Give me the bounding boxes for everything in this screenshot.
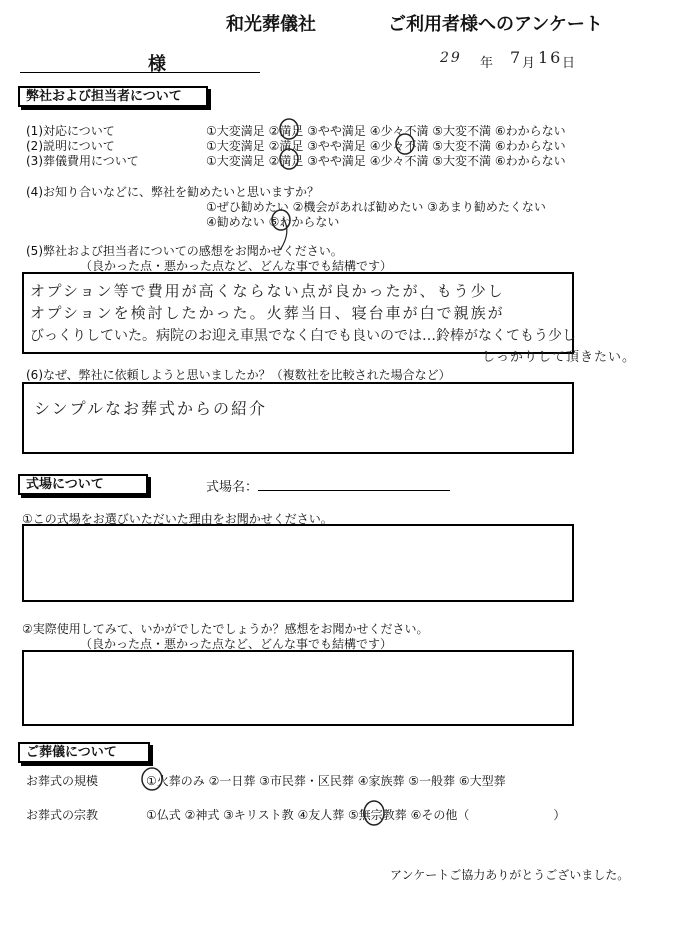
q5-answer-line-4: しっかりして頂きたい。 [482,350,637,365]
religion-selection-circle [364,801,384,825]
q4-selection-circle [272,210,290,230]
date-month-unit: 月 [522,56,536,71]
company-name: 和光葬儀社 [226,14,316,35]
q3-label: (3)葬儀費用について [26,154,139,168]
q5-answer-line-3: びっくりしていた。病院のお迎え車黒でなく白でも良いのでは…鈴棒がなくてもう少し [30,328,576,344]
venue-q1: ①この式場をお選びいただいた理由をお聞かせください。 [22,512,333,526]
q2-selection-circle [396,134,414,154]
thank-you-footer: アンケートご協力ありがとうございました。 [390,868,630,882]
date-year: 29 [440,50,462,66]
section-heading-company: 弊社および担当者について [18,86,208,107]
sama-label: 様 [148,54,166,75]
q5-note: （良かった点・悪かった点など、どんな事でも結構です） [80,259,393,273]
q1-options[interactable]: ①大変満足 ②満足 ③やや満足 ④少々不満 ⑤大変不満 ⑥わからない [206,124,566,138]
venue-name-label: 式場名： [206,480,259,495]
q2-label: (2)説明について [26,139,115,153]
date-year-unit: 年 [480,56,494,71]
religion-label: お葬式の宗教 [26,808,99,822]
date-month: 7 [510,48,523,67]
section-heading-venue: 式場について [18,474,148,495]
venue-q2: ②実際使用してみて、いかがでしたでしょうか？感想をお聞かせください。 [22,622,429,636]
q6-question: (6)なぜ、弊社に依頼しようと思いましたか？（複数社を比較された場合など） [26,368,451,382]
section-heading-funeral: ご葬儀について [18,742,150,763]
q3-selection-circle [280,149,298,169]
scale-label: お葬式の規模 [26,774,99,788]
q4-question: (4)お知り合いなどに、弊社を勧めたいと思いますか？ [26,185,320,199]
q2-options[interactable]: ①大変満足 ②満足 ③やや満足 ④少々不満 ⑤大変不満 ⑥わからない [206,139,566,153]
q4-options-line2[interactable]: ④勧めない ⑤わからない [206,215,340,229]
date-day-unit: 日 [562,56,576,71]
q4-pen-stroke [280,218,287,250]
q1-selection-circle [280,119,298,139]
q4-options-line1[interactable]: ①ぜひ勧めたい ②機会があれば勧めたい ③あまり勧めたくない [206,200,546,214]
q5-answer-line-2: オプションを検討したかった。火葬当日、寝台車が白で親族が [30,304,505,322]
q6-answer: シンプルなお葬式からの紹介 [34,399,267,418]
religion-options[interactable]: ①仏式 ②神式 ③キリスト教 ④友人葬 ⑤無宗教葬 ⑥その他（ ） [146,808,566,822]
q5-answer-line-1: オプション等で費用が高くならない点が良かったが、もう少し [30,282,505,300]
scale-selection-circle [142,768,162,790]
date-day: 16 [538,48,563,67]
q1-label: (1)対応について [26,124,115,138]
scale-options[interactable]: ①火葬のみ ②一日葬 ③市民葬・区民葬 ④家族葬 ⑤一般葬 ⑥大型葬 [146,774,506,788]
q5-question: (5)弊社および担当者についての感想をお聞かせください。 [26,244,343,258]
venue-q2-note: （良かった点・悪かった点など、どんな事でも結構です） [80,637,393,651]
q3-options[interactable]: ①大変満足 ②満足 ③やや満足 ④少々不満 ⑤大変不満 ⑥わからない [206,154,566,168]
survey-title: ご利用者様へのアンケート [388,14,603,35]
